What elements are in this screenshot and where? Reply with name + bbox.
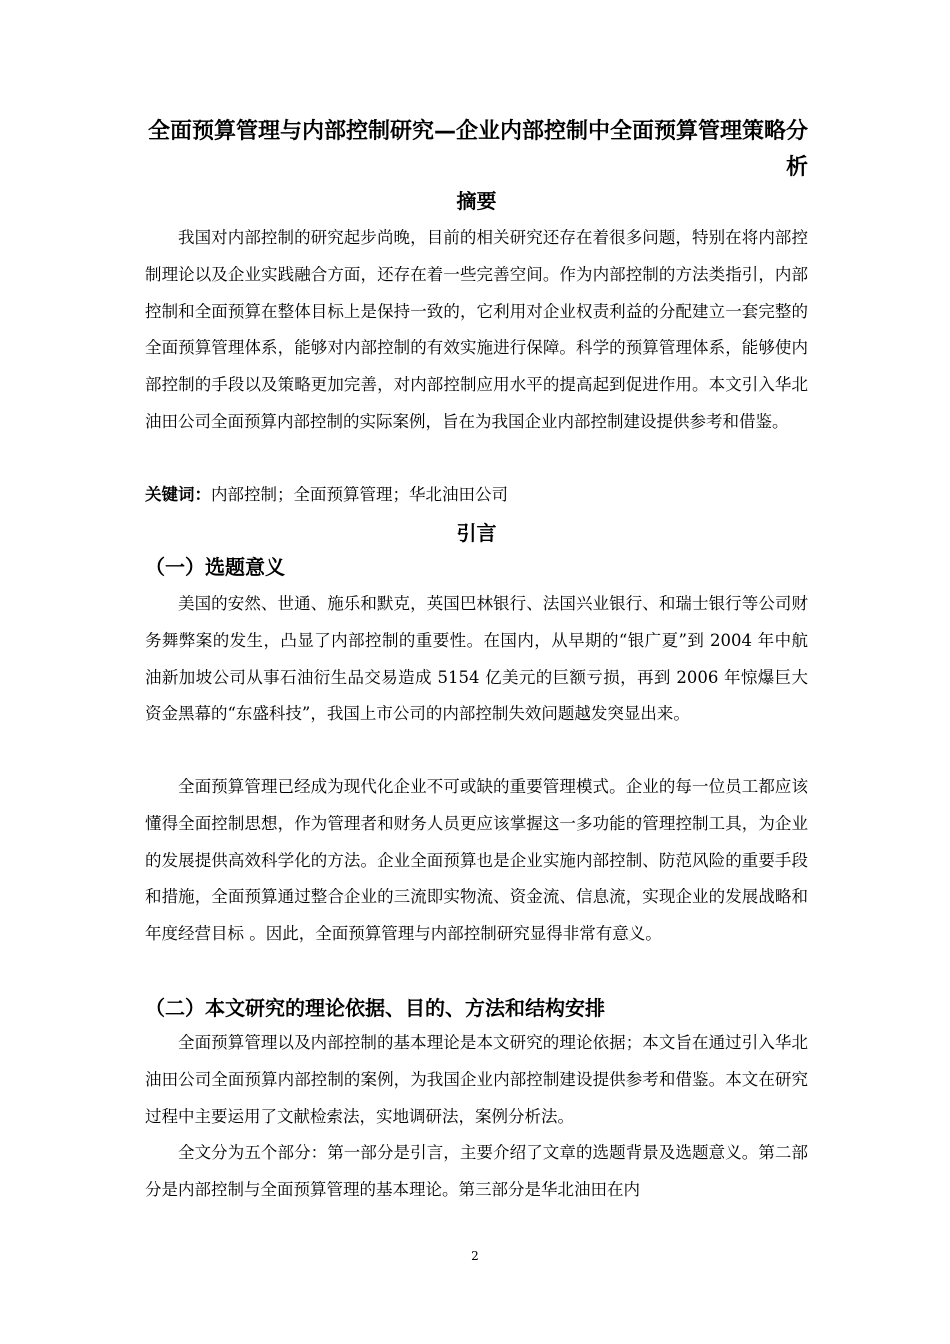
section2-heading: （二）本文研究的理论依据、目的、方法和结构安排 <box>145 996 605 1020</box>
section2-paragraph-1: 全面预算管理以及内部控制的基本理论是本文研究的理论依据；本文旨在通过引入华北油田公司全面预算内部控制的案例，为我国企业内部控制建设提供参考和借鉴。本文在研究过程中主要运用了文献检索法，实地调研法，案例分析法。 <box>145 1033 808 1126</box>
section1-paragraph-1: 美国的安然、世通、施乐和默克，英国巴林银行、法国兴业银行、和瑞士银行等公司财务舞弊案的发生，凸显了内部控制的重要性。在国内，从早期的“银广夏”到 2004 年中航油新加坡公司从事石油衍生品交易造成 5154 亿美元的巨额亏损，再到 2006 年惊爆巨大资金黑幕的“东盛科技”，我国上市公司的内部控制失效问题越发突显出来。 <box>145 594 808 724</box>
abstract-paragraph: 我国对内部控制的研究起步尚晚，目前的相关研究还存在着很多问题，特别在将内部控制理论以及企业实践融合方面，还存在着一些完善空间。作为内部控制的方法类指引，内部控制和全面预算在整体目标上是保持一致的，它利用对企业权责利益的分配建立一套完整的全面预算管理体系，能够对内部控制的有效实施进行保障。科学的预算管理体系，能够使内部控制的手段以及策略更加完善，对内部控制应用水平的提高起到促进作用。本文引入华北油田公司全面预算内部控制的实际案例，旨在为我国企业内部控制建设提供参考和借鉴。 <box>145 228 808 431</box>
section1-paragraph-2: 全面预算管理已经成为现代化企业不可或缺的重要管理模式。企业的每一位员工都应该懂得全面控制思想，作为管理者和财务人员更应该掌握这一多功能的管理控制工具，为企业的发展提供高效科学化的方法。企业全面预算也是企业实施内部控制、防范风险的重要手段和措施，全面预算通过整合企业的三流即实物流、资金流、信息流，实现企业的发展战略和年度经营目标 。因此，全面预算管理与内部控制研究显得非常有意义。 <box>145 777 808 944</box>
section2-paragraph-2: 全文分为五个部分：第一部分是引言，主要介绍了文章的选题背景及选题意义。第二部分是内部控制与全面预算管理的基本理论。第三部分是华北油田在内 <box>145 1143 808 1199</box>
section1-heading: （一）选题意义 <box>145 555 285 579</box>
keywords-line <box>145 480 808 510</box>
keywords-text: 内部控制；全面预算管理；华北油田公司 <box>211 485 508 504</box>
intro-heading: 引言 <box>456 521 497 545</box>
abstract-heading: 摘要 <box>456 189 497 213</box>
document-title: 全面预算管理与内部控制研究—企业内部控制中全面预算管理策略分析 <box>147 119 808 180</box>
page-number: 2 <box>471 1249 479 1263</box>
keywords-label: 关键词： <box>145 485 211 504</box>
